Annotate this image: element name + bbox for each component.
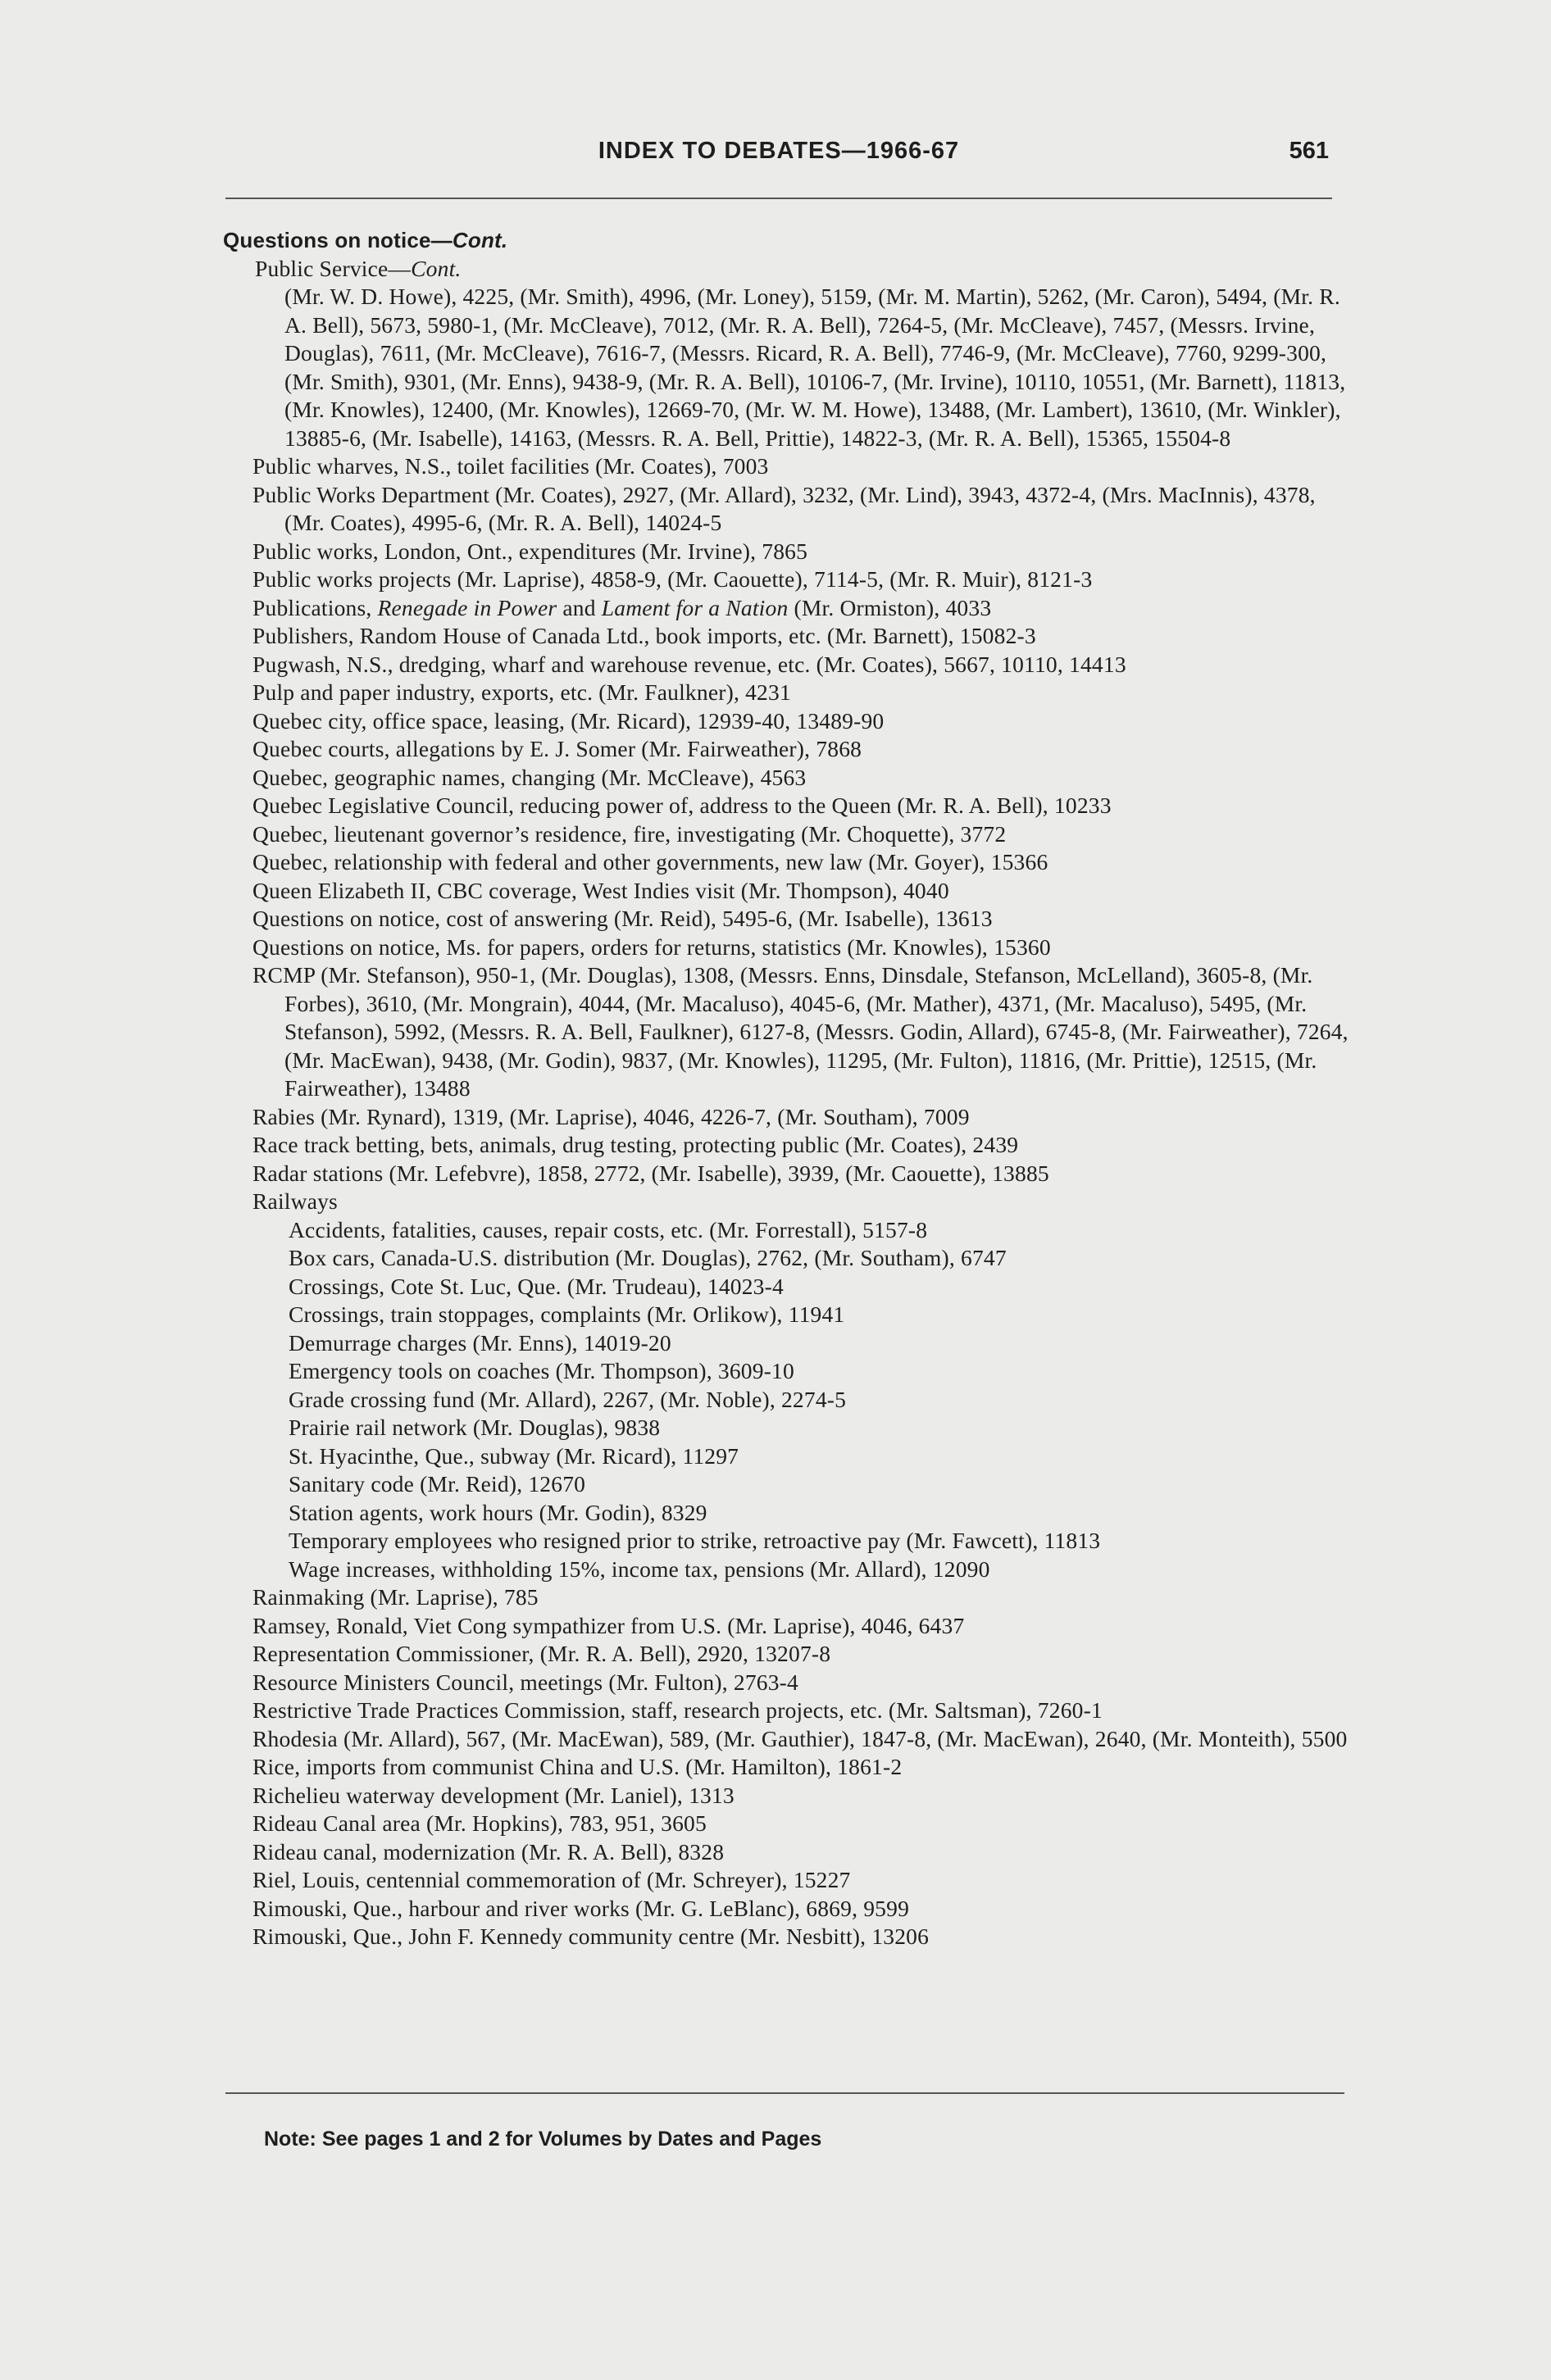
publications-title-2: Lament for a Nation [601,594,789,620]
index-entry: Restrictive Trade Practices Commission, staff, research projects, etc. (Mr. Saltsman), 7260-1 [252,1697,1103,1723]
index-entry: Radar stations (Mr. Lefebvre), 1858, 2772, (Mr. Isabelle), 3939, (Mr. Caouette), 13885 [252,1160,1049,1186]
publications-prefix: Publications, [252,594,378,620]
index-entry: Public works projects (Mr. Laprise), 4858-9, (Mr. Caouette), 7114-5, (Mr. R. Muir), 8121-3 [252,566,1093,592]
index-entry: Quebec Legislative Council, reducing power of, address to the Queen (Mr. R. A. Bell), 10233 [252,793,1112,818]
index-entry: Richelieu waterway development (Mr. Laniel), 1313 [252,1782,735,1808]
index-entry: Public works, London, Ont., expenditures (Mr. Irvine), 7865 [252,538,808,564]
entries-group-b [223,622,1354,1188]
index-entry: Representation Commissioner, (Mr. R. A. Bell), 2920, 13207-8 [252,1641,831,1666]
publications-suffix: (Mr. Ormiston), 4033 [788,594,992,620]
index-entry: Station agents, work hours (Mr. Godin), 8329 [289,1499,707,1525]
index-entry: Rhodesia (Mr. Allard), 567, (Mr. MacEwan), 589, (Mr. Gauthier), 1847-8, (Mr. MacEwan), 2640, (Mr. Monteith), 5500 [252,1725,1348,1751]
page-header [225,138,1332,179]
index-entry: Rimouski, Que., John F. Kennedy community centre (Mr. Nesbitt), 13206 [252,1924,930,1949]
footer-note: Note: See pages 1 and 2 for Volumes by Dates and Pages [264,2128,822,2151]
index-entry: Race track betting, bets, animals, drug testing, protecting public (Mr. Coates), 2439 [252,1132,1019,1157]
public-service-cont: Cont. [411,255,462,281]
index-body [223,226,1354,1951]
index-entry: Box cars, Canada-U.S. distribution (Mr. Douglas), 2762, (Mr. Southam), 6747 [289,1245,1007,1270]
section-heading-text: Questions on notice— [223,228,453,252]
index-entry: Riel, Louis, centennial commemoration of (Mr. Schreyer), 15227 [252,1867,851,1892]
index-entry: Quebec courts, allegations by E. J. Somer (Mr. Fairweather), 7868 [252,736,862,761]
index-entry: St. Hyacinthe, Que., subway (Mr. Ricard), 11297 [289,1442,739,1469]
index-entry: Emergency tools on coaches (Mr. Thompson), 3609-10 [289,1358,794,1383]
page-number: 561 [1289,138,1329,164]
index-entry: Crossings, train stoppages, complaints (Mr. Orlikow), 11941 [289,1301,845,1327]
index-entry: RCMP (Mr. Stefanson), 950-1, (Mr. Douglas), 1308, (Messrs. Enns, Dinsdale, Stefanson, McLelland), 3605-8, (Mr. Forbes), 3610, (Mr. Mongrain), 4044, (Mr. Macaluso), 4045-6, (Mr. Mather), 4371, (Mr. Macaluso), 5495, (Mr. Stefanson), 5992, (Messrs. R. A. Bell, Faulkner), 6127-8, (Messrs. Godin, Allard), 6745-8, (Mr. Fairweather), 7264, (Mr. MacEwan), 9438, (Mr. Godin), 9837, (Mr. Knowles), 11295, (Mr. Fulton), 11816, (Mr. Prittie), 12515, (Mr. Fairweather), 13488 [252,962,1349,1101]
entries-group-a [223,452,1354,594]
section-heading-cont: Cont. [452,228,508,252]
index-entry: Prairie rail network (Mr. Douglas), 9838 [289,1415,661,1440]
index-entry: Temporary employees who resigned prior to strike, retroactive pay (Mr. Fawcett), 11813 [289,1528,1101,1553]
public-service-label: Public Service— [255,255,412,281]
entries-group-c [223,1583,1354,1951]
index-entry: Grade crossing fund (Mr. Allard), 2267, (Mr. Noble), 2274-5 [289,1386,847,1412]
footer-divider [225,2092,1344,2094]
index-entry: Demurrage charges (Mr. Enns), 14019-20 [289,1329,671,1356]
railways-subentries [223,1216,1354,1584]
index-entry: Pugwash, N.S., dredging, wharf and warehouse revenue, etc. (Mr. Coates), 5667, 10110, 14413 [252,651,1126,677]
index-entry: Rainmaking (Mr. Laprise), 785 [252,1584,539,1610]
index-entry: Wage increases, withholding 15%, income tax, pensions (Mr. Allard), 12090 [289,1556,990,1582]
index-entry: Questions on notice, cost of answering (Mr. Reid), 5495-6, (Mr. Isabelle), 13613 [252,906,993,931]
section-heading [223,226,1354,255]
index-entry-public-service [223,255,1354,284]
publications-and: and [557,594,602,620]
index-entry-railways: Railways [252,1188,338,1214]
index-entry-publications [223,594,1354,623]
index-entry: Publishers, Random House of Canada Ltd., book imports, etc. (Mr. Barnett), 15082-3 [252,623,1036,648]
index-entry: Queen Elizabeth II, CBC coverage, West Indies visit (Mr. Thompson), 4040 [252,877,949,903]
index-entry: Rice, imports from communist China and U.S. (Mr. Hamilton), 1861-2 [252,1754,903,1779]
index-entry: Rideau Canal area (Mr. Hopkins), 783, 951, 3605 [252,1810,707,1836]
index-entry: Public wharves, N.S., toilet facilities (Mr. Coates), 7003 [252,453,769,479]
publications-title-1: Renegade in Power [377,594,557,620]
index-entry: Quebec city, office space, leasing, (Mr. Ricard), 12939-40, 13489-90 [252,707,885,734]
index-entry-public-service-body: (Mr. W. D. Howe), 4225, (Mr. Smith), 4996, (Mr. Loney), 5159, (Mr. M. Martin), 5262, (Mr. Caron), 5494, (Mr. R. A. Bell), 5673, 5980-1, (Mr. McCleave), 7012, (Mr. R. A. Bell), 7264-5, (Mr. McCleave), 7457, (Messrs. Irvine, Douglas), 7611, (Mr. McCleave), 7616-7, (Messrs. Ricard, R. A. Bell), 7746-9, (Mr. McCleave), 7760, 9299-300, (Mr. Smith), 9301, (Mr. Enns), 9438-9, (Mr. R. A. Bell), 10106-7, (Mr. Irvine), 10110, 10551, (Mr. Barnett), 11813, (Mr. Knowles), 12400, (Mr. Knowles), 12669-70, (Mr. W. M. Howe), 13488, (Mr. Lambert), 13610, (Mr. Winkler), 13885-6, (Mr. Isabelle), 14163, (Messrs. R. A. Bell, Prittie), 14822-3, (Mr. R. A. Bell), 15365, 15504-8 [284,284,1346,451]
index-entry: Quebec, lieutenant governor’s residence, fire, investigating (Mr. Choquette), 3772 [252,820,1007,847]
index-entry: Pulp and paper industry, exports, etc. (Mr. Faulkner), 4231 [252,679,791,705]
index-entry: Rideau canal, modernization (Mr. R. A. Bell), 8328 [252,1838,725,1864]
index-entry: Crossings, Cote St. Luc, Que. (Mr. Trudeau), 14023-4 [289,1273,784,1299]
index-entry: Public Works Department (Mr. Coates), 2927, (Mr. Allard), 3232, (Mr. Lind), 3943, 4372-4, (Mrs. MacInnis), 4378, (Mr. Coates), 4995-6, (Mr. R. A. Bell), 14024-5 [252,481,1316,535]
index-entry: Rabies (Mr. Rynard), 1319, (Mr. Laprise), 4046, 4226-7, (Mr. Southam), 7009 [252,1103,970,1129]
index-entry: Quebec, relationship with federal and other governments, new law (Mr. Goyer), 15366 [252,849,1048,874]
index-entry: Rimouski, Que., harbour and river works (Mr. G. LeBlanc), 6869, 9599 [252,1895,910,1921]
page-title: INDEX TO DEBATES—1966-67 [598,138,960,164]
index-entry: Resource Ministers Council, meetings (Mr. Fulton), 2763-4 [252,1669,798,1695]
index-entry: Quebec, geographic names, changing (Mr. McCleave), 4563 [252,764,807,790]
index-entry: Ramsey, Ronald, Viet Cong sympathizer from U.S. (Mr. Laprise), 4046, 6437 [252,1612,965,1638]
index-entry: Sanitary code (Mr. Reid), 12670 [289,1471,586,1497]
index-entry: Accidents, fatalities, causes, repair costs, etc. (Mr. Forrestall), 5157-8 [289,1216,928,1242]
header-divider [225,198,1332,199]
index-entry: Questions on notice, Ms. for papers, orders for returns, statistics (Mr. Knowles), 15360 [252,933,1051,960]
